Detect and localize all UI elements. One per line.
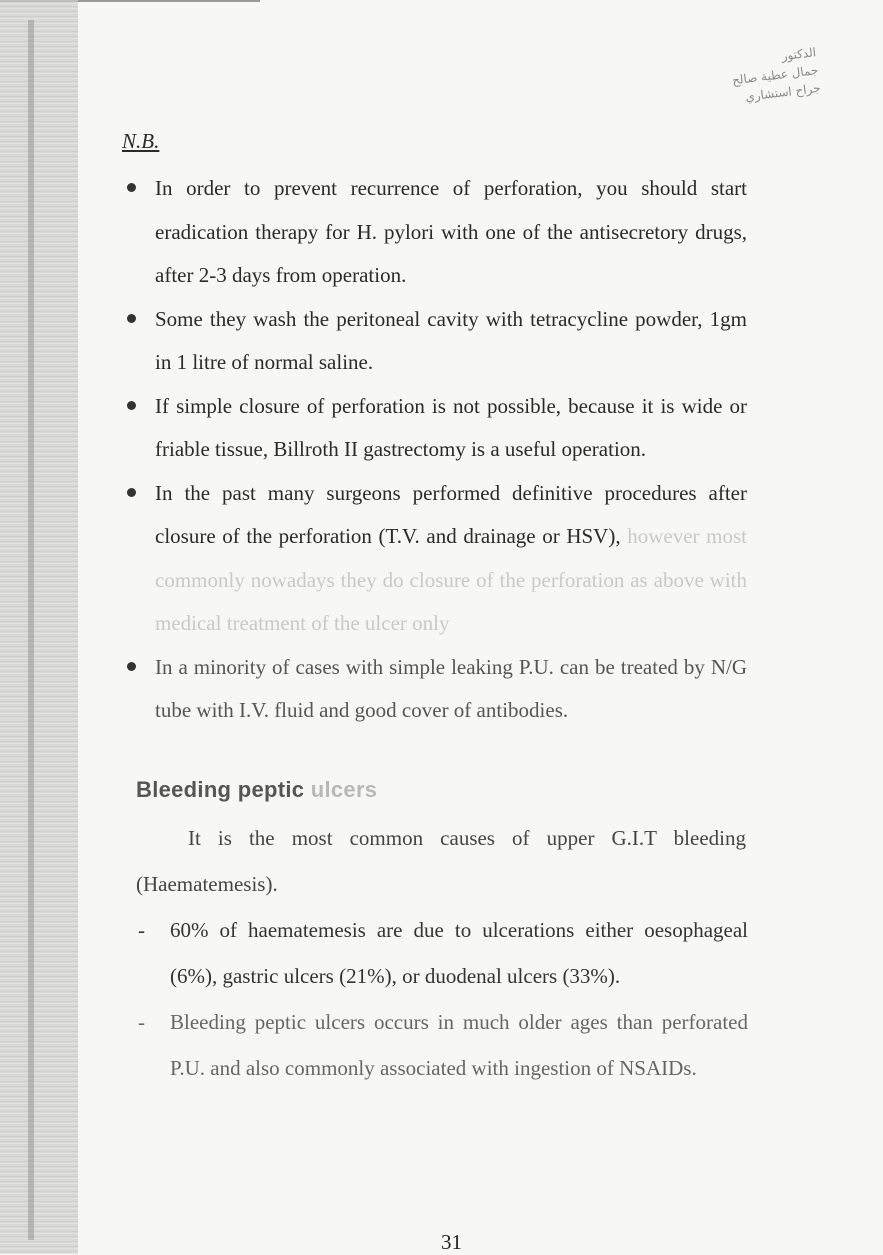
section-heading (136, 777, 377, 803)
bullet-dot-icon (127, 488, 136, 497)
handwritten-stamp (666, 43, 824, 136)
dash-list (138, 907, 748, 1091)
bullet-item (122, 472, 747, 646)
bullet-item (122, 385, 747, 472)
section-heading-faded: ulcers (310, 777, 378, 802)
bullet-list (122, 167, 747, 733)
bullet-text: Some they wash the peritoneal cavity with tetracycline powder, 1gm in 1 litre of normal saline. (155, 306, 747, 374)
bullet-item (122, 646, 747, 733)
stamp-line-3: جراح استشاري (744, 80, 822, 104)
scan-binding-edge (0, 0, 78, 1254)
bullet-dot-icon (127, 183, 136, 192)
bullet-dot-icon (127, 662, 136, 671)
note-label: N.B. (122, 129, 160, 153)
bullet-item (122, 298, 747, 385)
section-intro: It is the most common causes of upper G.I.T bleeding (Haematemesis). (136, 826, 746, 896)
stamp-line-1: الدكتور (780, 45, 817, 64)
bullet-text: In order to prevent recurrence of perforation, you should start eradication therapy for H. pylori with one of the antisecretory drugs, after 2-3 days from operation. (155, 176, 747, 287)
bullet-item (122, 167, 747, 298)
dash-icon: - (138, 918, 145, 942)
bullet-dot-icon (127, 401, 136, 410)
dash-item (138, 907, 748, 999)
page-number: 31 (441, 1230, 462, 1254)
dash-item (138, 999, 748, 1091)
dash-text: Bleeding peptic ulcers occurs in much older ages than perforated P.U. and also commonly associated with ingestion of NSAIDs. (170, 1010, 748, 1080)
stamp-line-2: جمال عطية صالح (731, 62, 820, 88)
bullet-text: If simple closure of perforation is not possible, because it is wide or friable tissue, Billroth II gastrectomy is a useful operation. (155, 393, 747, 461)
bullet-text: In the past many surgeons performed definitive procedures after closure of the perforation (T.V. and drainage or HSV), (155, 480, 747, 548)
bullet-text: In a minority of cases with simple leaking P.U. can be treated by N/G tube with I.V. fluid and good cover of antibodies. (155, 654, 747, 722)
bullet-dot-icon (127, 314, 136, 323)
bullet-text-faded: however most commonly nowadays they do closure of the perforation as above with medical treatment of the ulcer only (155, 524, 747, 635)
dash-text: 60% of haematemesis are due to ulcerations either oesophageal (6%), gastric ulcers (21%), or duodenal ulcers (33%). (170, 918, 748, 988)
section-heading-main: Bleeding peptic (136, 777, 305, 802)
dash-icon: - (138, 1010, 145, 1034)
